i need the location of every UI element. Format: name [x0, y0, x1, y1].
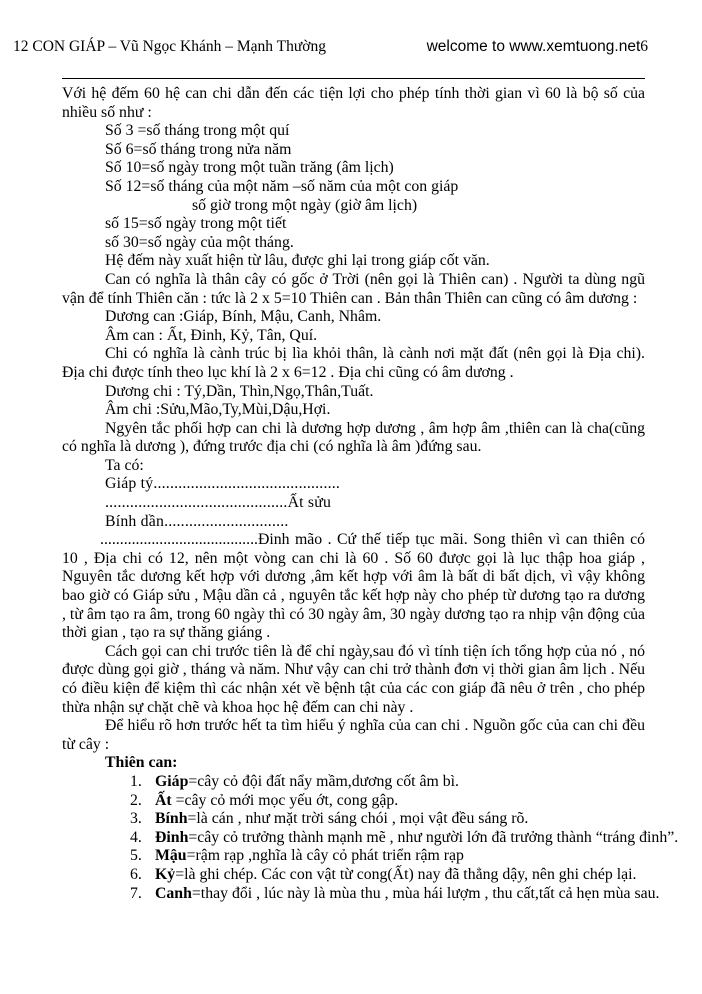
page-header	[13, 37, 648, 56]
list-title-thien-can: Thiên can:	[105, 754, 178, 772]
list-item-number: 3.	[130, 810, 142, 828]
list-item-text: =cây cỏ mới mọc yếu ớt, cong gập.	[171, 791, 399, 809]
list-item-term: Đinh	[155, 828, 189, 846]
list-item-term: Mậu	[155, 847, 187, 865]
paragraph-can: Can có nghĩa là thân cây có gốc ở Trời (nên gọi là Thiên can) . Người ta dùng ngũ vận để tính Thiên căn : tức là 2 x 5=10 Thiên can . Bản thân Thiên can cũng có âm dương :	[62, 270, 645, 307]
line-am-can: Âm can : Ất, Đinh, Kỷ, Tân, Quí.	[105, 326, 318, 344]
list-item-ky	[62, 866, 645, 885]
paragraph-cach-goi: Cách gọi can chi trước tiên là để chỉ ngày,sau đó vì tính tiện ích tổng hợp của nó , nó được dùng gọi giờ , tháng và năm. Như vậy can chi trở thành đơn vị thời gian âm lịch . Nếu có điều kiện để kiệm thì các nhận xét về bệnh tật của các con giáp đã nêu ở trên , cho phép thừa nhận sự chặt chẽ và khoa học hệ đếm can chi này .	[62, 642, 645, 716]
document-body	[62, 85, 679, 903]
line-so-3: Số 3 =số tháng trong một quí	[105, 122, 290, 140]
list-item-term: Canh	[155, 884, 192, 902]
list-item-canh	[62, 884, 660, 904]
header-site-text: welcome to www.xemtuong.net	[426, 38, 641, 55]
list-item-text: =thay đổi , lúc này là mùa thu , mùa hái lượm , thu cất,tất cả hẹn mùa sau.	[191, 884, 660, 902]
list-item-text: =là cán , như mặt trời sáng chói , mọi vật đều sáng rõ.	[187, 810, 529, 828]
list-item-mau	[62, 847, 645, 866]
line-duong-chi: Dương chi : Tý,Dần, Thìn,Ngọ,Thân,Tuất.	[105, 382, 374, 400]
line-he-dem: Hệ đếm này xuất hiện từ lâu, được ghi lại trong giáp cốt văn.	[105, 252, 490, 270]
list-item-term: Ất	[155, 791, 172, 809]
header-title: 12 CON GIÁP – Vũ Ngọc Khánh – Mạnh Thường	[13, 38, 326, 55]
list-item-number: 7.	[130, 884, 142, 902]
list-item-giap	[62, 773, 645, 792]
line-so-12: Số 12=số tháng của một năm –số năm của một con giáp	[105, 177, 459, 195]
line-ta-co: Ta có:	[105, 456, 144, 474]
paragraph-dinh-mao: ........................................Đinh mão . Cứ thế tiếp tục mãi. Song thiên vì can thiên có 10 , Địa chi có 12, nên một vòng can chi là 60 . Số 60 được gọi là lục thập hoa giáp , Nguyên tắc dương kết hợp với dương ,âm kết hợp với âm là bất di bất dịch, vì vậy không bao giờ có Giáp sửu , Mậu dần cả , nguyên tắc kết hợp này cho phép từ dương tạo ra dương , từ âm tạo ra âm, trong 60 ngày thì có 30 ngày âm, 30 ngày dương tạo ra nhịp vận động của thời gian , tạo ra sự thăng giáng .	[62, 531, 645, 642]
page-number: 6	[640, 38, 648, 55]
line-at-suu: ............................................Ất sửu	[105, 494, 332, 512]
list-item-at	[62, 792, 645, 811]
line-am-chi: Âm chi :Sửu,Mão,Ty,Mùi,Dậu,Hợi.	[105, 401, 331, 419]
line-so-30: số 30=số ngày của một tháng.	[105, 233, 294, 251]
list-item-number: 2.	[130, 791, 142, 809]
line-duong-can: Dương can :Giáp, Bính, Mậu, Canh, Nhâm.	[105, 308, 382, 326]
line-binh-dan: Bính dần..............................	[105, 512, 289, 530]
list-item-text: =cây cỏ trưởng thành mạnh mẽ , như người lớn đã trưởng thành “tráng đinh”.	[188, 828, 679, 846]
line-so-10: Số 10=số ngày trong một tuần trăng (âm lịch)	[105, 159, 394, 177]
list-item-term: Kỷ	[155, 865, 176, 883]
list-item-term: Bính	[155, 810, 188, 828]
list-item-text: =rậm rạp ,nghĩa là cây cỏ phát triển rậm rạp	[186, 847, 464, 865]
list-item-text: =cây cỏ đội đất nẩy mầm,dương cốt âm bì.	[188, 772, 459, 790]
list-item-number: 1.	[130, 772, 142, 790]
list-item-binh	[62, 810, 645, 829]
header-divider	[62, 78, 645, 79]
list-item-number: 4.	[130, 828, 142, 846]
line-so-gio: số giờ trong một ngày (giờ âm lịch)	[192, 196, 418, 214]
line-giap-ty: Giáp tý.............................................	[105, 475, 341, 493]
list-item-dinh	[62, 828, 679, 848]
line-so-6: Số 6=số tháng trong nửa năm	[105, 140, 292, 158]
list-item-text: =là ghi chép. Các con vật từ cong(Ất) nay đã thẳng dậy, nên ghi chép lại.	[175, 865, 637, 883]
list-item-term: Giáp	[155, 772, 189, 790]
paragraph-chi: Chi có nghĩa là cành trúc bị lìa khỏi thân, là cành nơi mặt đất (nên gọi là Địa chi). Địa chi được tính theo lục khí là 2 x 6=12 . Địa chi cũng có âm dương .	[62, 345, 645, 381]
paragraph-de-hieu: Để hiểu rõ hơn trước hết ta tìm hiểu ý nghĩa của can chi . Nguồn gốc của can chi đều từ cây :	[62, 717, 645, 753]
list-item-number: 6.	[130, 865, 142, 883]
paragraph-intro: Với hệ đếm 60 hệ can chi dẫn đến các tiện lợi cho phép tính thời gian vì 60 là bộ số của nhiều số như :	[62, 85, 645, 121]
list-item-number: 5.	[130, 847, 142, 865]
line-so-15: số 15=số ngày trong một tiết	[105, 215, 287, 233]
header-right	[427, 37, 648, 56]
paragraph-ngyen-tac: Ngyên tắc phối hợp can chi là dương hợp dương , âm hợp âm ,thiên can là cha(cũng có nghĩa là dương ), đứng trước địa chi (có nghĩa là âm )đứng sau.	[62, 419, 645, 456]
